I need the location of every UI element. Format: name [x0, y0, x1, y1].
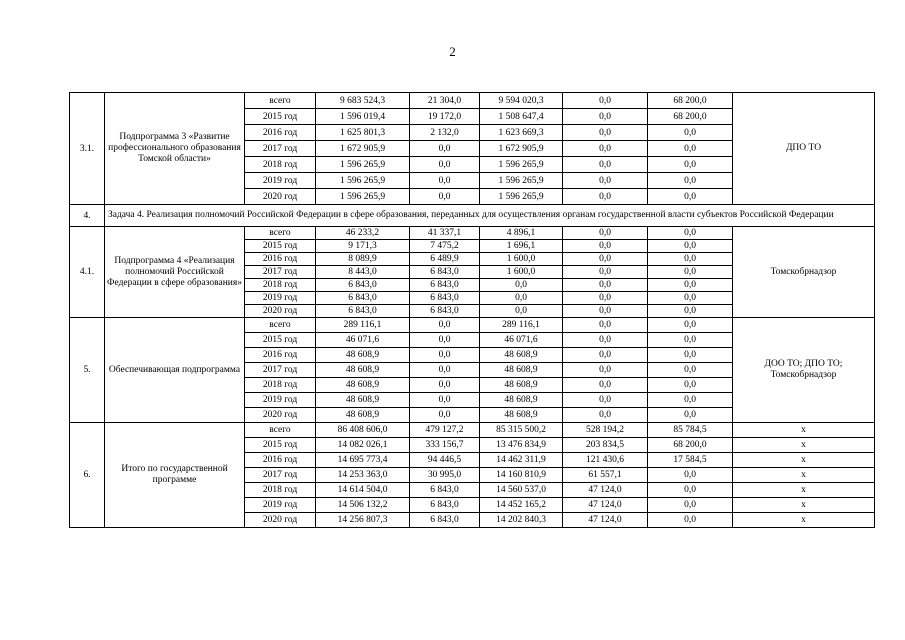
federal-budget-cell: 6 843,0	[410, 498, 480, 513]
period-cell: всего	[245, 93, 316, 109]
federal-budget-cell: 41 337,1	[410, 227, 480, 240]
extrabudget-cell: 0,0	[648, 378, 733, 393]
extrabudget-cell: 0,0	[648, 513, 733, 528]
regional-budget-cell: 0,0	[480, 305, 563, 318]
period-cell: всего	[245, 423, 316, 438]
total-cell: 48 608,9	[316, 348, 410, 363]
federal-budget-cell: 6 489,9	[410, 253, 480, 266]
extrabudget-cell: 0,0	[648, 408, 733, 423]
period-cell: 2020 год	[245, 305, 316, 318]
total-cell: 289 116,1	[316, 318, 410, 333]
federal-budget-cell: 479 127,2	[410, 423, 480, 438]
extrabudget-cell: 0,0	[648, 189, 733, 205]
regional-budget-cell: 1 508 647,4	[480, 109, 563, 125]
regional-budget-cell: 14 452 165,2	[480, 498, 563, 513]
local-budget-cell: 0,0	[563, 292, 648, 305]
period-cell: 2016 год	[245, 253, 316, 266]
table-row	[70, 318, 875, 333]
local-budget-cell: 0,0	[563, 279, 648, 292]
local-budget-cell: 0,0	[563, 305, 648, 318]
total-cell: 6 843,0	[316, 305, 410, 318]
period-cell: 2017 год	[245, 266, 316, 279]
period-cell: 2016 год	[245, 453, 316, 468]
local-budget-cell: 0,0	[563, 348, 648, 363]
local-budget-cell: 0,0	[563, 125, 648, 141]
extrabudget-cell: 0,0	[648, 498, 733, 513]
regional-budget-cell: 48 608,9	[480, 408, 563, 423]
federal-budget-cell: 0,0	[410, 189, 480, 205]
program-name: Подпрограмма 4 «Реализация полномочий Российской Федерации в сфере образования»	[105, 227, 245, 318]
local-budget-cell: 0,0	[563, 109, 648, 125]
total-cell: 1 596 019,4	[316, 109, 410, 125]
total-cell: 8 089,9	[316, 253, 410, 266]
federal-budget-cell: 6 843,0	[410, 483, 480, 498]
period-cell: 2020 год	[245, 513, 316, 528]
total-cell: 8 443,0	[316, 266, 410, 279]
local-budget-cell: 0,0	[563, 408, 648, 423]
regional-budget-cell: 14 202 840,3	[480, 513, 563, 528]
row-number: 3.1.	[70, 93, 105, 205]
total-cell: 1 625 801,3	[316, 125, 410, 141]
federal-budget-cell: 0,0	[410, 318, 480, 333]
regional-budget-cell: 1 696,1	[480, 240, 563, 253]
period-cell: 2017 год	[245, 363, 316, 378]
local-budget-cell: 0,0	[563, 266, 648, 279]
total-cell: 1 596 265,9	[316, 157, 410, 173]
local-budget-cell: 0,0	[563, 157, 648, 173]
period-cell: 2018 год	[245, 378, 316, 393]
regional-budget-cell: 85 315 500,2	[480, 423, 563, 438]
federal-budget-cell: 94 446,5	[410, 453, 480, 468]
extrabudget-cell: 68 200,0	[648, 93, 733, 109]
total-cell: 48 608,9	[316, 408, 410, 423]
federal-budget-cell: 0,0	[410, 157, 480, 173]
executor-cell: х	[733, 513, 875, 528]
period-cell: 2018 год	[245, 279, 316, 292]
extrabudget-cell: 85 784,5	[648, 423, 733, 438]
row-number: 5.	[70, 318, 105, 423]
federal-budget-cell: 6 843,0	[410, 513, 480, 528]
total-cell: 14 695 773,4	[316, 453, 410, 468]
federal-budget-cell: 0,0	[410, 348, 480, 363]
program-name: Обеспечивающая подпрограмма	[105, 318, 245, 423]
period-cell: 2019 год	[245, 292, 316, 305]
total-cell: 14 253 363,0	[316, 468, 410, 483]
period-cell: 2016 год	[245, 125, 316, 141]
extrabudget-cell: 68 200,0	[648, 438, 733, 453]
local-budget-cell: 0,0	[563, 393, 648, 408]
task-row	[70, 205, 875, 227]
extrabudget-cell: 0,0	[648, 318, 733, 333]
total-cell: 48 608,9	[316, 378, 410, 393]
extrabudget-cell: 0,0	[648, 483, 733, 498]
period-cell: всего	[245, 227, 316, 240]
federal-budget-cell: 2 132,0	[410, 125, 480, 141]
extrabudget-cell: 0,0	[648, 253, 733, 266]
regional-budget-cell: 4 896,1	[480, 227, 563, 240]
executor-cell: х	[733, 438, 875, 453]
local-budget-cell: 0,0	[563, 253, 648, 266]
period-cell: 2015 год	[245, 109, 316, 125]
local-budget-cell: 203 834,5	[563, 438, 648, 453]
table-row	[70, 227, 875, 240]
federal-budget-cell: 6 843,0	[410, 266, 480, 279]
federal-budget-cell: 333 156,7	[410, 438, 480, 453]
extrabudget-cell: 0,0	[648, 125, 733, 141]
executor-cell: х	[733, 468, 875, 483]
regional-budget-cell: 13 476 834,9	[480, 438, 563, 453]
regional-budget-cell: 14 560 537,0	[480, 483, 563, 498]
extrabudget-cell: 0,0	[648, 157, 733, 173]
extrabudget-cell: 0,0	[648, 227, 733, 240]
regional-budget-cell: 0,0	[480, 292, 563, 305]
total-cell: 1 596 265,9	[316, 173, 410, 189]
period-cell: 2017 год	[245, 141, 316, 157]
federal-budget-cell: 0,0	[410, 363, 480, 378]
regional-budget-cell: 1 623 669,3	[480, 125, 563, 141]
federal-budget-cell: 7 475,2	[410, 240, 480, 253]
row-number: 6.	[70, 423, 105, 528]
federal-budget-cell: 0,0	[410, 333, 480, 348]
regional-budget-cell: 0,0	[480, 279, 563, 292]
local-budget-cell: 61 557,1	[563, 468, 648, 483]
regional-budget-cell: 1 600,0	[480, 253, 563, 266]
regional-budget-cell: 1 672 905,9	[480, 141, 563, 157]
period-cell: 2015 год	[245, 240, 316, 253]
federal-budget-cell: 0,0	[410, 378, 480, 393]
local-budget-cell: 0,0	[563, 227, 648, 240]
extrabudget-cell: 0,0	[648, 292, 733, 305]
executor-cell: х	[733, 483, 875, 498]
regional-budget-cell: 48 608,9	[480, 348, 563, 363]
period-cell: 2019 год	[245, 393, 316, 408]
executor-cell: х	[733, 453, 875, 468]
regional-budget-cell: 1 600,0	[480, 266, 563, 279]
period-cell: 2019 год	[245, 498, 316, 513]
budget-table	[69, 92, 875, 528]
period-cell: 2017 год	[245, 468, 316, 483]
extrabudget-cell: 0,0	[648, 279, 733, 292]
total-cell: 86 408 606,0	[316, 423, 410, 438]
federal-budget-cell: 21 304,0	[410, 93, 480, 109]
period-cell: 2020 год	[245, 408, 316, 423]
total-cell: 46 071,6	[316, 333, 410, 348]
local-budget-cell: 47 124,0	[563, 483, 648, 498]
table-row	[70, 423, 875, 438]
extrabudget-cell: 17 584,5	[648, 453, 733, 468]
period-cell: 2020 год	[245, 189, 316, 205]
federal-budget-cell: 0,0	[410, 173, 480, 189]
federal-budget-cell: 6 843,0	[410, 305, 480, 318]
extrabudget-cell: 68 200,0	[648, 109, 733, 125]
local-budget-cell: 0,0	[563, 189, 648, 205]
regional-budget-cell: 289 116,1	[480, 318, 563, 333]
executor-cell: х	[733, 423, 875, 438]
total-cell: 48 608,9	[316, 393, 410, 408]
regional-budget-cell: 14 462 311,9	[480, 453, 563, 468]
regional-budget-cell: 46 071,6	[480, 333, 563, 348]
extrabudget-cell: 0,0	[648, 468, 733, 483]
table-row	[70, 93, 875, 109]
period-cell: 2018 год	[245, 157, 316, 173]
row-number: 4.1.	[70, 227, 105, 318]
local-budget-cell: 0,0	[563, 173, 648, 189]
federal-budget-cell: 19 172,0	[410, 109, 480, 125]
regional-budget-cell: 14 160 810,9	[480, 468, 563, 483]
regional-budget-cell: 48 608,9	[480, 378, 563, 393]
extrabudget-cell: 0,0	[648, 348, 733, 363]
executor-cell: ДПО ТО	[733, 93, 875, 205]
local-budget-cell: 121 430,6	[563, 453, 648, 468]
extrabudget-cell: 0,0	[648, 363, 733, 378]
total-cell: 6 843,0	[316, 292, 410, 305]
period-cell: 2015 год	[245, 438, 316, 453]
local-budget-cell: 0,0	[563, 363, 648, 378]
regional-budget-cell: 1 596 265,9	[480, 157, 563, 173]
total-cell: 6 843,0	[316, 279, 410, 292]
total-cell: 46 233,2	[316, 227, 410, 240]
total-cell: 9 171,3	[316, 240, 410, 253]
federal-budget-cell: 6 843,0	[410, 292, 480, 305]
local-budget-cell: 0,0	[563, 318, 648, 333]
federal-budget-cell: 30 995,0	[410, 468, 480, 483]
federal-budget-cell: 6 843,0	[410, 279, 480, 292]
program-name: Подпрограмма 3 «Развитие профессионального образования Томской области»	[105, 93, 245, 205]
total-cell: 48 608,9	[316, 363, 410, 378]
page-number: 2	[449, 44, 456, 59]
local-budget-cell: 528 194,2	[563, 423, 648, 438]
total-cell: 1 596 265,9	[316, 189, 410, 205]
total-cell: 14 614 504,0	[316, 483, 410, 498]
total-cell: 9 683 524,3	[316, 93, 410, 109]
period-cell: 2019 год	[245, 173, 316, 189]
total-cell: 14 256 807,3	[316, 513, 410, 528]
federal-budget-cell: 0,0	[410, 393, 480, 408]
row-number: 4.	[70, 205, 105, 227]
executor-cell: ДОО ТО; ДПО ТО; Томскобрнадзор	[733, 318, 875, 423]
total-cell: 14 082 026,1	[316, 438, 410, 453]
task-description: Задача 4. Реализация полномочий Российской Федерации в сфере образования, переданных для осуществления органам государственной власти субъектов Российской Федерации	[105, 205, 875, 227]
executor-cell: Томскобрнадзор	[733, 227, 875, 318]
federal-budget-cell: 0,0	[410, 141, 480, 157]
local-budget-cell: 0,0	[563, 93, 648, 109]
local-budget-cell: 0,0	[563, 378, 648, 393]
period-cell: 2018 год	[245, 483, 316, 498]
executor-cell: х	[733, 498, 875, 513]
local-budget-cell: 0,0	[563, 141, 648, 157]
extrabudget-cell: 0,0	[648, 333, 733, 348]
extrabudget-cell: 0,0	[648, 266, 733, 279]
program-name: Итого по государственной программе	[105, 423, 245, 528]
local-budget-cell: 47 124,0	[563, 498, 648, 513]
regional-budget-cell: 48 608,9	[480, 393, 563, 408]
extrabudget-cell: 0,0	[648, 393, 733, 408]
local-budget-cell: 0,0	[563, 240, 648, 253]
regional-budget-cell: 48 608,9	[480, 363, 563, 378]
extrabudget-cell: 0,0	[648, 173, 733, 189]
regional-budget-cell: 1 596 265,9	[480, 189, 563, 205]
federal-budget-cell: 0,0	[410, 408, 480, 423]
total-cell: 1 672 905,9	[316, 141, 410, 157]
local-budget-cell: 47 124,0	[563, 513, 648, 528]
extrabudget-cell: 0,0	[648, 240, 733, 253]
local-budget-cell: 0,0	[563, 333, 648, 348]
total-cell: 14 506 132,2	[316, 498, 410, 513]
extrabudget-cell: 0,0	[648, 141, 733, 157]
period-cell: всего	[245, 318, 316, 333]
period-cell: 2015 год	[245, 333, 316, 348]
regional-budget-cell: 1 596 265,9	[480, 173, 563, 189]
regional-budget-cell: 9 594 020,3	[480, 93, 563, 109]
period-cell: 2016 год	[245, 348, 316, 363]
extrabudget-cell: 0,0	[648, 305, 733, 318]
